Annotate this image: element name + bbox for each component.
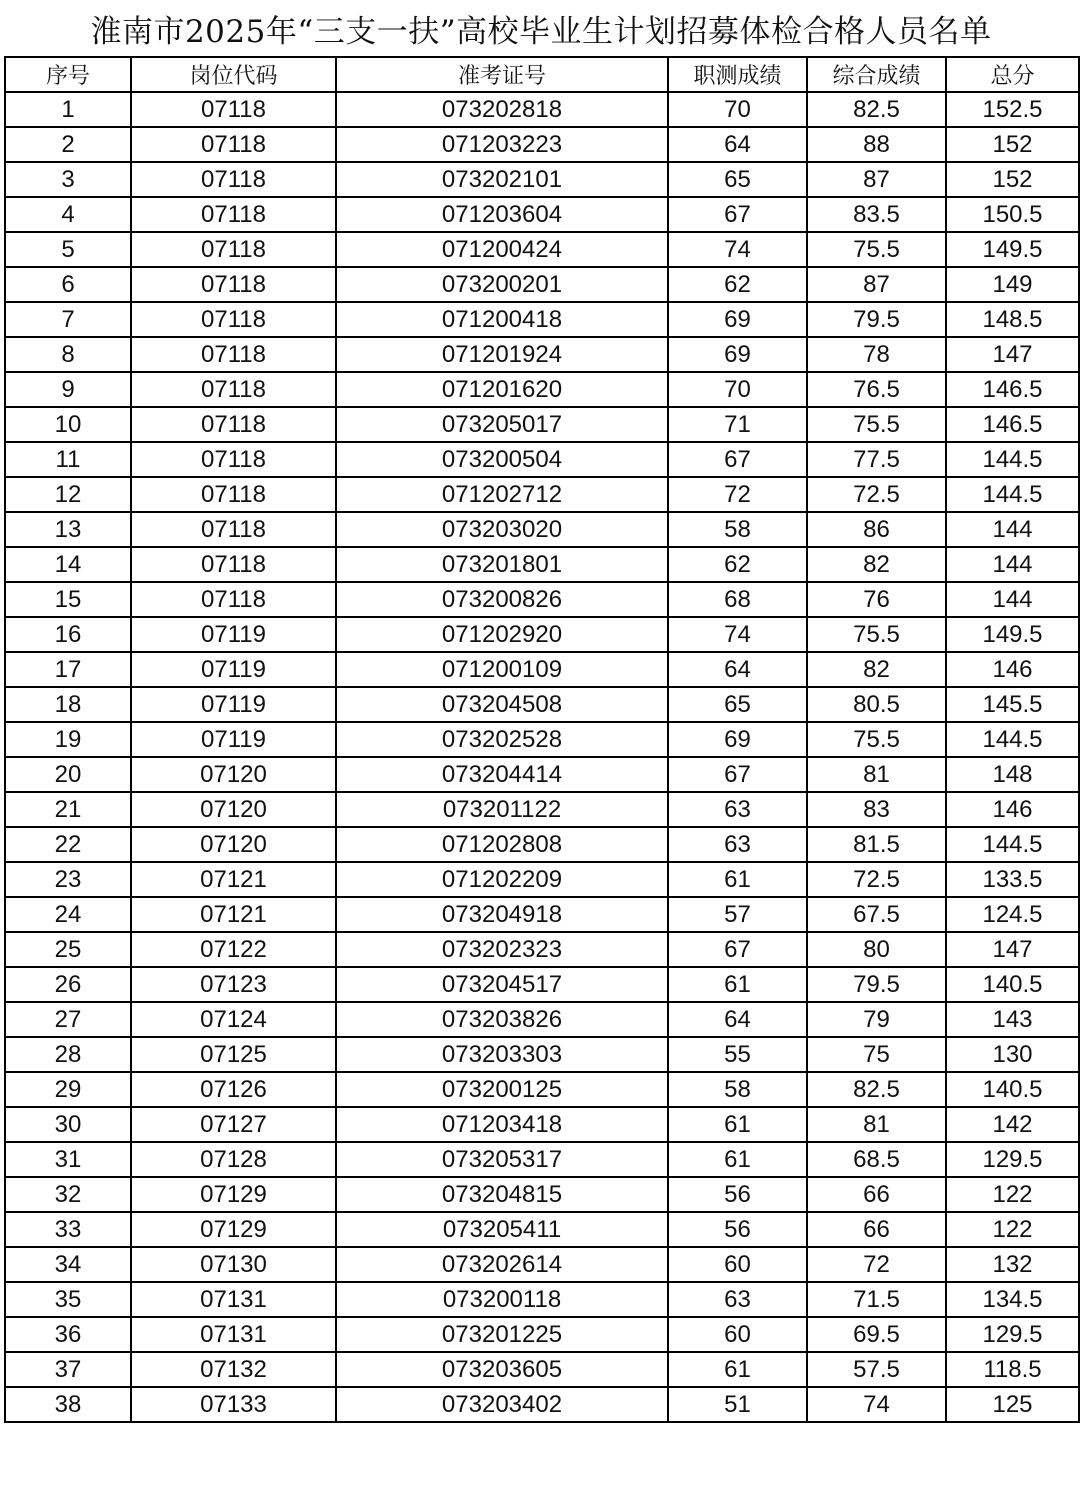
cell-comprehensive-score: 72.5 (807, 477, 946, 512)
cell-aptitude-score: 67 (668, 442, 807, 477)
cell-serial-number: 16 (5, 617, 131, 652)
cell-total-score: 152.5 (946, 92, 1079, 127)
cell-comprehensive-score: 76.5 (807, 372, 946, 407)
table-row (5, 617, 1079, 652)
cell-total-score: 144.5 (946, 722, 1079, 757)
cell-admission-ticket-number: 071203604 (336, 197, 668, 232)
cell-comprehensive-score: 75.5 (807, 617, 946, 652)
cell-serial-number: 25 (5, 932, 131, 967)
cell-position-code: 07118 (131, 442, 336, 477)
cell-comprehensive-score: 87 (807, 267, 946, 302)
cell-serial-number: 4 (5, 197, 131, 232)
cell-comprehensive-score: 57.5 (807, 1352, 946, 1387)
cell-admission-ticket-number: 073204918 (336, 897, 668, 932)
cell-aptitude-score: 67 (668, 757, 807, 792)
table-row (5, 687, 1079, 722)
table-row (5, 162, 1079, 197)
cell-aptitude-score: 60 (668, 1247, 807, 1282)
cell-position-code: 07129 (131, 1177, 336, 1212)
cell-position-code: 07118 (131, 232, 336, 267)
cell-position-code: 07118 (131, 477, 336, 512)
cell-aptitude-score: 68 (668, 582, 807, 617)
cell-position-code: 07120 (131, 827, 336, 862)
table-row (5, 1282, 1079, 1317)
cell-total-score: 148.5 (946, 302, 1079, 337)
cell-total-score: 144.5 (946, 477, 1079, 512)
table-row (5, 372, 1079, 407)
cell-comprehensive-score: 79.5 (807, 967, 946, 1002)
cell-total-score: 152 (946, 162, 1079, 197)
cell-position-code: 07124 (131, 1002, 336, 1037)
cell-admission-ticket-number: 073204517 (336, 967, 668, 1002)
cell-total-score: 144 (946, 582, 1079, 617)
cell-total-score: 144.5 (946, 442, 1079, 477)
cell-total-score: 129.5 (946, 1142, 1079, 1177)
cell-serial-number: 6 (5, 267, 131, 302)
table-row (5, 1317, 1079, 1352)
cell-comprehensive-score: 75.5 (807, 232, 946, 267)
table-row (5, 127, 1079, 162)
table-row (5, 582, 1079, 617)
cell-position-code: 07118 (131, 407, 336, 442)
cell-serial-number: 7 (5, 302, 131, 337)
cell-comprehensive-score: 76 (807, 582, 946, 617)
cell-admission-ticket-number: 073202323 (336, 932, 668, 967)
cell-position-code: 07120 (131, 757, 336, 792)
cell-aptitude-score: 70 (668, 372, 807, 407)
cell-aptitude-score: 63 (668, 1282, 807, 1317)
cell-position-code: 07130 (131, 1247, 336, 1282)
results-table (4, 56, 1080, 1423)
table-row (5, 1352, 1079, 1387)
cell-comprehensive-score: 77.5 (807, 442, 946, 477)
table-row (5, 302, 1079, 337)
document-title: 淮南市2025年“三支一扶”高校毕业生计划招募体检合格人员名单 (90, 13, 992, 50)
cell-admission-ticket-number: 071201924 (336, 337, 668, 372)
cell-position-code: 07123 (131, 967, 336, 1002)
cell-admission-ticket-number: 073200826 (336, 582, 668, 617)
table-row (5, 862, 1079, 897)
table-row (5, 757, 1079, 792)
cell-position-code: 07126 (131, 1072, 336, 1107)
cell-position-code: 07125 (131, 1037, 336, 1072)
table-row (5, 1387, 1079, 1422)
cell-comprehensive-score: 83 (807, 792, 946, 827)
cell-position-code: 07118 (131, 127, 336, 162)
table-row (5, 267, 1079, 302)
cell-aptitude-score: 69 (668, 337, 807, 372)
cell-serial-number: 5 (5, 232, 131, 267)
table-row (5, 512, 1079, 547)
cell-serial-number: 34 (5, 1247, 131, 1282)
cell-total-score: 129.5 (946, 1317, 1079, 1352)
table-row (5, 337, 1079, 372)
cell-comprehensive-score: 67.5 (807, 897, 946, 932)
cell-comprehensive-score: 74 (807, 1387, 946, 1422)
cell-total-score: 122 (946, 1212, 1079, 1247)
table-row (5, 967, 1079, 1002)
table-row (5, 547, 1079, 582)
header-serial-number: 序号 (5, 57, 131, 92)
cell-admission-ticket-number: 073205017 (336, 407, 668, 442)
cell-position-code: 07131 (131, 1317, 336, 1352)
table-row (5, 477, 1079, 512)
cell-comprehensive-score: 72 (807, 1247, 946, 1282)
cell-comprehensive-score: 83.5 (807, 197, 946, 232)
cell-aptitude-score: 64 (668, 652, 807, 687)
cell-comprehensive-score: 72.5 (807, 862, 946, 897)
cell-comprehensive-score: 68.5 (807, 1142, 946, 1177)
cell-total-score: 133.5 (946, 862, 1079, 897)
cell-admission-ticket-number: 071202209 (336, 862, 668, 897)
header-admission-ticket-number: 准考证号 (336, 57, 668, 92)
table-row (5, 827, 1079, 862)
cell-admission-ticket-number: 071202920 (336, 617, 668, 652)
cell-serial-number: 33 (5, 1212, 131, 1247)
cell-total-score: 152 (946, 127, 1079, 162)
cell-admission-ticket-number: 073203402 (336, 1387, 668, 1422)
cell-admission-ticket-number: 073201801 (336, 547, 668, 582)
cell-comprehensive-score: 66 (807, 1177, 946, 1212)
cell-total-score: 118.5 (946, 1352, 1079, 1387)
cell-serial-number: 27 (5, 1002, 131, 1037)
cell-position-code: 07121 (131, 897, 336, 932)
cell-comprehensive-score: 66 (807, 1212, 946, 1247)
table-row (5, 407, 1079, 442)
cell-admission-ticket-number: 073203826 (336, 1002, 668, 1037)
cell-total-score: 125 (946, 1387, 1079, 1422)
cell-comprehensive-score: 82.5 (807, 92, 946, 127)
cell-comprehensive-score: 82.5 (807, 1072, 946, 1107)
cell-admission-ticket-number: 071203223 (336, 127, 668, 162)
cell-comprehensive-score: 86 (807, 512, 946, 547)
cell-position-code: 07119 (131, 687, 336, 722)
cell-aptitude-score: 61 (668, 1107, 807, 1142)
cell-position-code: 07119 (131, 617, 336, 652)
header-total-score: 总分 (946, 57, 1079, 92)
table-header-row (5, 57, 1079, 92)
table-row (5, 1107, 1079, 1142)
cell-serial-number: 30 (5, 1107, 131, 1142)
cell-total-score: 140.5 (946, 967, 1079, 1002)
cell-position-code: 07120 (131, 792, 336, 827)
table-row (5, 1212, 1079, 1247)
cell-position-code: 07118 (131, 372, 336, 407)
table-row (5, 1142, 1079, 1177)
cell-position-code: 07121 (131, 862, 336, 897)
cell-position-code: 07129 (131, 1212, 336, 1247)
table-body (5, 92, 1079, 1422)
cell-position-code: 07118 (131, 547, 336, 582)
cell-admission-ticket-number: 071201620 (336, 372, 668, 407)
cell-serial-number: 3 (5, 162, 131, 197)
cell-position-code: 07118 (131, 512, 336, 547)
cell-aptitude-score: 61 (668, 1352, 807, 1387)
cell-admission-ticket-number: 073200125 (336, 1072, 668, 1107)
table-row (5, 1037, 1079, 1072)
cell-admission-ticket-number: 073205317 (336, 1142, 668, 1177)
cell-total-score: 147 (946, 337, 1079, 372)
cell-aptitude-score: 63 (668, 792, 807, 827)
cell-serial-number: 36 (5, 1317, 131, 1352)
cell-aptitude-score: 72 (668, 477, 807, 512)
cell-aptitude-score: 69 (668, 302, 807, 337)
cell-comprehensive-score: 80.5 (807, 687, 946, 722)
cell-position-code: 07118 (131, 582, 336, 617)
cell-admission-ticket-number: 073200118 (336, 1282, 668, 1317)
cell-comprehensive-score: 79.5 (807, 302, 946, 337)
cell-total-score: 143 (946, 1002, 1079, 1037)
cell-aptitude-score: 64 (668, 127, 807, 162)
cell-serial-number: 29 (5, 1072, 131, 1107)
cell-serial-number: 17 (5, 652, 131, 687)
cell-comprehensive-score: 79 (807, 1002, 946, 1037)
cell-aptitude-score: 57 (668, 897, 807, 932)
cell-aptitude-score: 58 (668, 512, 807, 547)
cell-total-score: 144 (946, 512, 1079, 547)
cell-total-score: 145.5 (946, 687, 1079, 722)
cell-total-score: 142 (946, 1107, 1079, 1142)
cell-aptitude-score: 58 (668, 1072, 807, 1107)
table-row (5, 1247, 1079, 1282)
cell-admission-ticket-number: 071200424 (336, 232, 668, 267)
cell-aptitude-score: 74 (668, 232, 807, 267)
table-row (5, 1177, 1079, 1212)
cell-position-code: 07122 (131, 932, 336, 967)
cell-serial-number: 38 (5, 1387, 131, 1422)
cell-comprehensive-score: 80 (807, 932, 946, 967)
cell-admission-ticket-number: 071202712 (336, 477, 668, 512)
cell-aptitude-score: 67 (668, 932, 807, 967)
cell-comprehensive-score: 78 (807, 337, 946, 372)
header-comprehensive-score: 综合成绩 (807, 57, 946, 92)
cell-admission-ticket-number: 073204414 (336, 757, 668, 792)
cell-serial-number: 10 (5, 407, 131, 442)
table-row (5, 722, 1079, 757)
cell-serial-number: 32 (5, 1177, 131, 1212)
cell-comprehensive-score: 71.5 (807, 1282, 946, 1317)
cell-position-code: 07118 (131, 92, 336, 127)
cell-admission-ticket-number: 073200504 (336, 442, 668, 477)
table-row (5, 792, 1079, 827)
header-position-code: 岗位代码 (131, 57, 336, 92)
cell-position-code: 07132 (131, 1352, 336, 1387)
cell-total-score: 134.5 (946, 1282, 1079, 1317)
cell-total-score: 146 (946, 652, 1079, 687)
cell-total-score: 150.5 (946, 197, 1079, 232)
cell-aptitude-score: 64 (668, 1002, 807, 1037)
table-row (5, 197, 1079, 232)
cell-serial-number: 23 (5, 862, 131, 897)
cell-position-code: 07127 (131, 1107, 336, 1142)
cell-aptitude-score: 56 (668, 1212, 807, 1247)
cell-position-code: 07118 (131, 162, 336, 197)
cell-admission-ticket-number: 073203303 (336, 1037, 668, 1072)
table-row (5, 232, 1079, 267)
table-row (5, 897, 1079, 932)
cell-serial-number: 24 (5, 897, 131, 932)
cell-admission-ticket-number: 071200109 (336, 652, 668, 687)
table-row (5, 1072, 1079, 1107)
cell-aptitude-score: 55 (668, 1037, 807, 1072)
cell-aptitude-score: 62 (668, 547, 807, 582)
cell-aptitude-score: 61 (668, 1142, 807, 1177)
cell-admission-ticket-number: 073201225 (336, 1317, 668, 1352)
cell-serial-number: 31 (5, 1142, 131, 1177)
cell-total-score: 146.5 (946, 407, 1079, 442)
cell-comprehensive-score: 82 (807, 547, 946, 582)
cell-total-score: 144 (946, 547, 1079, 582)
cell-admission-ticket-number: 073200201 (336, 267, 668, 302)
cell-aptitude-score: 69 (668, 722, 807, 757)
cell-comprehensive-score: 81.5 (807, 827, 946, 862)
cell-total-score: 132 (946, 1247, 1079, 1282)
header-aptitude-score: 职测成绩 (668, 57, 807, 92)
cell-aptitude-score: 74 (668, 617, 807, 652)
cell-serial-number: 12 (5, 477, 131, 512)
cell-admission-ticket-number: 073204815 (336, 1177, 668, 1212)
cell-serial-number: 1 (5, 92, 131, 127)
cell-aptitude-score: 70 (668, 92, 807, 127)
cell-total-score: 124.5 (946, 897, 1079, 932)
cell-position-code: 07118 (131, 267, 336, 302)
cell-total-score: 146.5 (946, 372, 1079, 407)
cell-aptitude-score: 62 (668, 267, 807, 302)
cell-admission-ticket-number: 073203605 (336, 1352, 668, 1387)
cell-position-code: 07118 (131, 197, 336, 232)
cell-comprehensive-score: 69.5 (807, 1317, 946, 1352)
cell-aptitude-score: 56 (668, 1177, 807, 1212)
cell-admission-ticket-number: 073202614 (336, 1247, 668, 1282)
cell-serial-number: 26 (5, 967, 131, 1002)
table-row (5, 652, 1079, 687)
cell-aptitude-score: 67 (668, 197, 807, 232)
cell-aptitude-score: 61 (668, 967, 807, 1002)
cell-total-score: 149 (946, 267, 1079, 302)
cell-position-code: 07131 (131, 1282, 336, 1317)
cell-total-score: 144.5 (946, 827, 1079, 862)
cell-total-score: 148 (946, 757, 1079, 792)
cell-position-code: 07118 (131, 302, 336, 337)
cell-aptitude-score: 51 (668, 1387, 807, 1422)
cell-position-code: 07119 (131, 652, 336, 687)
cell-comprehensive-score: 75 (807, 1037, 946, 1072)
cell-serial-number: 28 (5, 1037, 131, 1072)
cell-comprehensive-score: 81 (807, 757, 946, 792)
cell-comprehensive-score: 75.5 (807, 722, 946, 757)
cell-serial-number: 9 (5, 372, 131, 407)
cell-serial-number: 22 (5, 827, 131, 862)
cell-serial-number: 35 (5, 1282, 131, 1317)
cell-comprehensive-score: 87 (807, 162, 946, 197)
cell-position-code: 07118 (131, 337, 336, 372)
cell-comprehensive-score: 81 (807, 1107, 946, 1142)
cell-admission-ticket-number: 073202818 (336, 92, 668, 127)
cell-total-score: 147 (946, 932, 1079, 967)
cell-serial-number: 18 (5, 687, 131, 722)
cell-admission-ticket-number: 073204508 (336, 687, 668, 722)
cell-comprehensive-score: 82 (807, 652, 946, 687)
cell-admission-ticket-number: 073203020 (336, 512, 668, 547)
cell-total-score: 140.5 (946, 1072, 1079, 1107)
cell-serial-number: 37 (5, 1352, 131, 1387)
cell-serial-number: 2 (5, 127, 131, 162)
cell-aptitude-score: 61 (668, 862, 807, 897)
cell-aptitude-score: 60 (668, 1317, 807, 1352)
cell-admission-ticket-number: 071202808 (336, 827, 668, 862)
cell-admission-ticket-number: 073201122 (336, 792, 668, 827)
cell-position-code: 07133 (131, 1387, 336, 1422)
cell-serial-number: 20 (5, 757, 131, 792)
cell-aptitude-score: 71 (668, 407, 807, 442)
cell-total-score: 130 (946, 1037, 1079, 1072)
cell-admission-ticket-number: 073202528 (336, 722, 668, 757)
cell-position-code: 07128 (131, 1142, 336, 1177)
cell-aptitude-score: 65 (668, 687, 807, 722)
cell-serial-number: 13 (5, 512, 131, 547)
cell-admission-ticket-number: 071200418 (336, 302, 668, 337)
cell-serial-number: 15 (5, 582, 131, 617)
cell-serial-number: 11 (5, 442, 131, 477)
cell-total-score: 149.5 (946, 232, 1079, 267)
table-row (5, 442, 1079, 477)
cell-position-code: 07119 (131, 722, 336, 757)
table-row (5, 932, 1079, 967)
cell-total-score: 146 (946, 792, 1079, 827)
table-row (5, 92, 1079, 127)
cell-aptitude-score: 65 (668, 162, 807, 197)
cell-total-score: 149.5 (946, 617, 1079, 652)
cell-aptitude-score: 63 (668, 827, 807, 862)
cell-comprehensive-score: 88 (807, 127, 946, 162)
cell-admission-ticket-number: 073202101 (336, 162, 668, 197)
cell-admission-ticket-number: 073205411 (336, 1212, 668, 1247)
cell-serial-number: 8 (5, 337, 131, 372)
cell-serial-number: 19 (5, 722, 131, 757)
table-row (5, 1002, 1079, 1037)
cell-serial-number: 21 (5, 792, 131, 827)
cell-total-score: 122 (946, 1177, 1079, 1212)
cell-admission-ticket-number: 071203418 (336, 1107, 668, 1142)
cell-comprehensive-score: 75.5 (807, 407, 946, 442)
cell-serial-number: 14 (5, 547, 131, 582)
